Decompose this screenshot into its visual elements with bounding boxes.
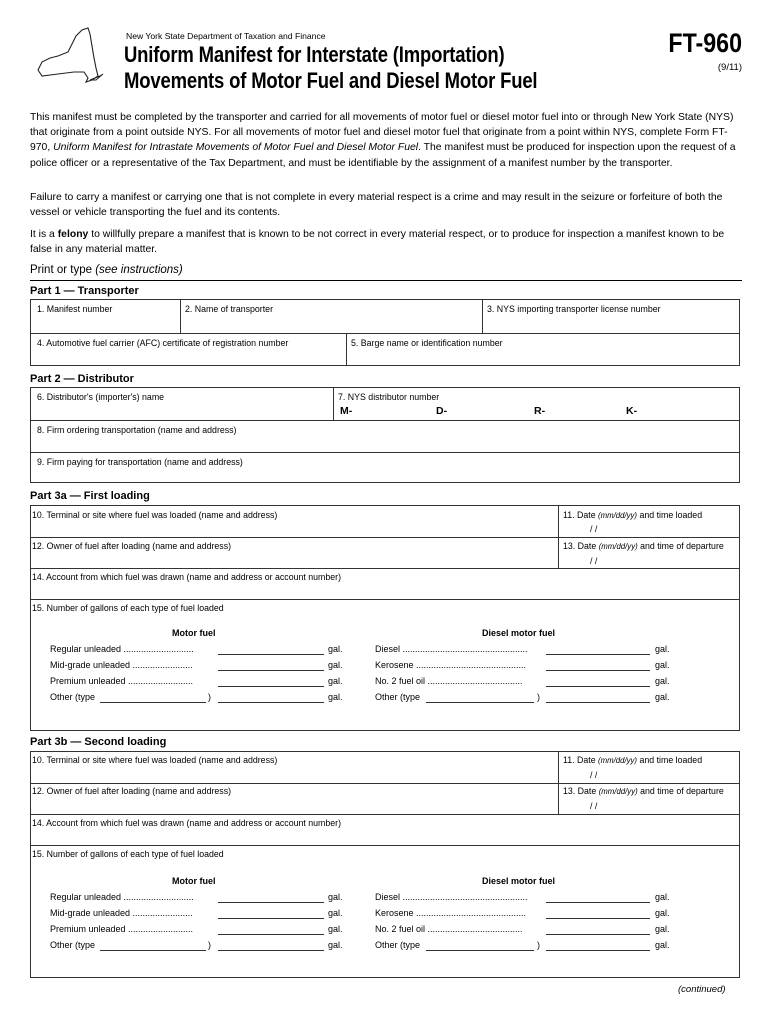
3a-diesel-label: Diesel ..................................................: [375, 644, 528, 654]
3b-midgrade-unleaded-input[interactable]: [218, 918, 324, 919]
new-york-state-map-icon: [28, 24, 104, 86]
firm-ordering-field[interactable]: 8. Firm ordering transportation (name and address): [37, 425, 237, 435]
firm-paying-field[interactable]: 9. Firm paying for transportation (name and address): [37, 457, 243, 467]
transporter-license-field[interactable]: 3. NYS importing transporter license number: [487, 304, 661, 314]
3b-terminal-field[interactable]: 10. Terminal or site where fuel was loaded (name and address): [32, 755, 278, 765]
3a-motor-other-type-input[interactable]: [100, 702, 206, 703]
3b-midgrade-unleaded-label: Mid-grade unleaded ........................: [50, 908, 193, 918]
form-number: FT-960: [668, 28, 742, 58]
3a-date-departure-field[interactable]: 13. Date (mm/dd/yy) and time of departure: [563, 541, 724, 551]
3b-motor-other-type-input[interactable]: [100, 950, 206, 951]
3b-account-field[interactable]: 14. Account from which fuel was drawn (name and address or account number): [32, 818, 342, 828]
3a-motor-other-input[interactable]: [218, 702, 324, 703]
3b-diesel-label: Diesel ..................................................: [375, 892, 528, 902]
print-type-instruction: Print or type (see instructions): [30, 264, 183, 276]
gal-unit: gal.: [655, 924, 670, 934]
3b-motor-other-label: Other (type: [50, 940, 96, 950]
3a-regular-unleaded-label: Regular unleaded ............................: [50, 644, 194, 654]
afc-certificate-field[interactable]: 4. Automotive fuel carrier (AFC) certificate of registration number: [37, 338, 289, 348]
3a-motor-fuel-title: Motor fuel: [172, 628, 216, 638]
part3b-heading: Part 3b — Second loading: [30, 736, 167, 748]
3b-premium-unleaded-input[interactable]: [218, 934, 324, 935]
gal-unit: gal.: [328, 692, 343, 702]
paren: ): [537, 940, 540, 950]
paren: ): [208, 940, 211, 950]
3a-date-loaded-field[interactable]: 11. Date (mm/dd/yy) and time loaded: [563, 510, 703, 520]
3b-date-departure-field[interactable]: 13. Date (mm/dd/yy) and time of departure: [563, 786, 724, 796]
gal-unit: gal.: [655, 676, 670, 686]
part3a-heading: Part 3a — First loading: [30, 490, 150, 502]
gal-unit: gal.: [655, 692, 670, 702]
gal-unit: gal.: [655, 660, 670, 670]
3b-date-loaded-slashes: / /: [590, 770, 598, 780]
paren: ): [537, 692, 540, 702]
continued-note: (continued): [678, 984, 726, 995]
form-revision: (9/11): [717, 62, 742, 73]
3b-kerosene-input[interactable]: [546, 918, 650, 919]
part1-heading: Part 1 — Transporter: [30, 285, 139, 297]
3a-regular-unleaded-input[interactable]: [218, 654, 324, 655]
3b-fuel-oil-label: No. 2 fuel oil ......................................: [375, 924, 523, 934]
3a-midgrade-unleaded-input[interactable]: [218, 670, 324, 671]
3a-diesel-other-label: Other (type: [375, 692, 421, 702]
transporter-name-field[interactable]: 2. Name of transporter: [185, 304, 274, 314]
3b-diesel-fuel-title: Diesel motor fuel: [482, 876, 556, 886]
3b-diesel-input[interactable]: [546, 902, 650, 903]
3a-date-departure-slashes: / /: [590, 556, 598, 566]
intro-paragraph-1: This manifest must be completed by the transporter and carried for all movements of motor fuel or diesel motor fuel into or through New York State (NYS) that originate from a point outside NYS. For all movements of motor fuel and diesel motor fuel that originate from a point within NYS, complete Form FT-970, Uniform Manifest for Intrastate Movements of Motor Fuel and Diesel Motor Fuel. The manifest must be produced for inspection upon the request of a police officer or a representative of the Tax Department, and must be identifiable by the assignment of a manifest number by the transporter.: [30, 112, 736, 169]
3b-regular-unleaded-input[interactable]: [218, 902, 324, 903]
distributor-code-r: R-: [534, 405, 546, 417]
gal-unit: gal.: [655, 892, 670, 902]
3b-kerosene-label: Kerosene ............................................: [375, 908, 527, 918]
3b-fuel-oil-input[interactable]: [546, 934, 650, 935]
3b-motor-fuel-title: Motor fuel: [172, 876, 216, 886]
gal-unit: gal.: [328, 908, 343, 918]
3b-owner-field[interactable]: 12. Owner of fuel after loading (name and address): [32, 786, 232, 796]
3a-gallons-label: 15. Number of gallons of each type of fuel loaded: [32, 603, 224, 613]
distributor-code-m: M-: [340, 405, 353, 417]
gal-unit: gal.: [655, 908, 670, 918]
distributor-code-d: D-: [436, 405, 448, 417]
gal-unit: gal.: [655, 940, 670, 950]
gal-unit: gal.: [328, 924, 343, 934]
3a-diesel-input[interactable]: [546, 654, 650, 655]
3a-fuel-oil-input[interactable]: [546, 686, 650, 687]
3b-diesel-other-type-input[interactable]: [426, 950, 534, 951]
paren: ): [208, 692, 211, 702]
distributor-name-field[interactable]: 6. Distributor's (importer's) name: [37, 392, 165, 402]
gal-unit: gal.: [328, 676, 343, 686]
3b-regular-unleaded-label: Regular unleaded ............................: [50, 892, 194, 902]
intro-paragraph-2: Failure to carry a manifest or carrying one that is not complete in every material respect is a crime and may result in the seizure or forfeiture of both the vessel or vehicle transporting the fuel and its contents.: [30, 192, 723, 219]
3a-account-field[interactable]: 14. Account from which fuel was drawn (name and address or account number): [32, 572, 342, 582]
barge-name-field[interactable]: 5. Barge name or identification number: [351, 338, 503, 348]
3a-motor-other-label: Other (type: [50, 692, 96, 702]
gal-unit: gal.: [328, 892, 343, 902]
3a-premium-unleaded-input[interactable]: [218, 686, 324, 687]
3a-diesel-other-type-input[interactable]: [426, 702, 534, 703]
part2-heading: Part 2 — Distributor: [30, 373, 134, 385]
3b-diesel-other-label: Other (type: [375, 940, 421, 950]
3a-kerosene-label: Kerosene ............................................: [375, 660, 527, 670]
3a-midgrade-unleaded-label: Mid-grade unleaded ........................: [50, 660, 193, 670]
form-title: Uniform Manifest for Interstate (Importation) Movements of Motor Fuel and Diesel Motor Fuel: [124, 42, 538, 93]
agency-name: New York State Department of Taxation and Finance: [126, 31, 326, 41]
3b-gallons-label: 15. Number of gallons of each type of fuel loaded: [32, 849, 224, 859]
3b-premium-unleaded-label: Premium unleaded ..........................: [50, 924, 194, 934]
3a-date-loaded-slashes: / /: [590, 524, 598, 534]
3a-owner-field[interactable]: 12. Owner of fuel after loading (name and address): [32, 541, 232, 551]
divider: [30, 280, 742, 281]
gal-unit: gal.: [328, 644, 343, 654]
manifest-number-field[interactable]: 1. Manifest number: [37, 304, 113, 314]
3b-diesel-other-input[interactable]: [546, 950, 650, 951]
3b-motor-other-input[interactable]: [218, 950, 324, 951]
gal-unit: gal.: [655, 644, 670, 654]
intro-paragraph-3: It is a felony to willfully prepare a manifest that is known to be not correct in every material respect, or to produce for inspection a manifest known to be false in any material matter.: [30, 229, 725, 256]
3a-diesel-fuel-title: Diesel motor fuel: [482, 628, 556, 638]
3a-fuel-oil-label: No. 2 fuel oil ......................................: [375, 676, 523, 686]
3a-diesel-other-input[interactable]: [546, 702, 650, 703]
3a-kerosene-input[interactable]: [546, 670, 650, 671]
3b-date-loaded-field[interactable]: 11. Date (mm/dd/yy) and time loaded: [563, 755, 703, 765]
3b-date-departure-slashes: / /: [590, 801, 598, 811]
3a-terminal-field[interactable]: 10. Terminal or site where fuel was loaded (name and address): [32, 510, 278, 520]
gal-unit: gal.: [328, 660, 343, 670]
3a-premium-unleaded-label: Premium unleaded ..........................: [50, 676, 194, 686]
distributor-code-k: K-: [626, 405, 638, 417]
distributor-number-field[interactable]: 7. NYS distributor number: [338, 392, 440, 402]
gal-unit: gal.: [328, 940, 343, 950]
